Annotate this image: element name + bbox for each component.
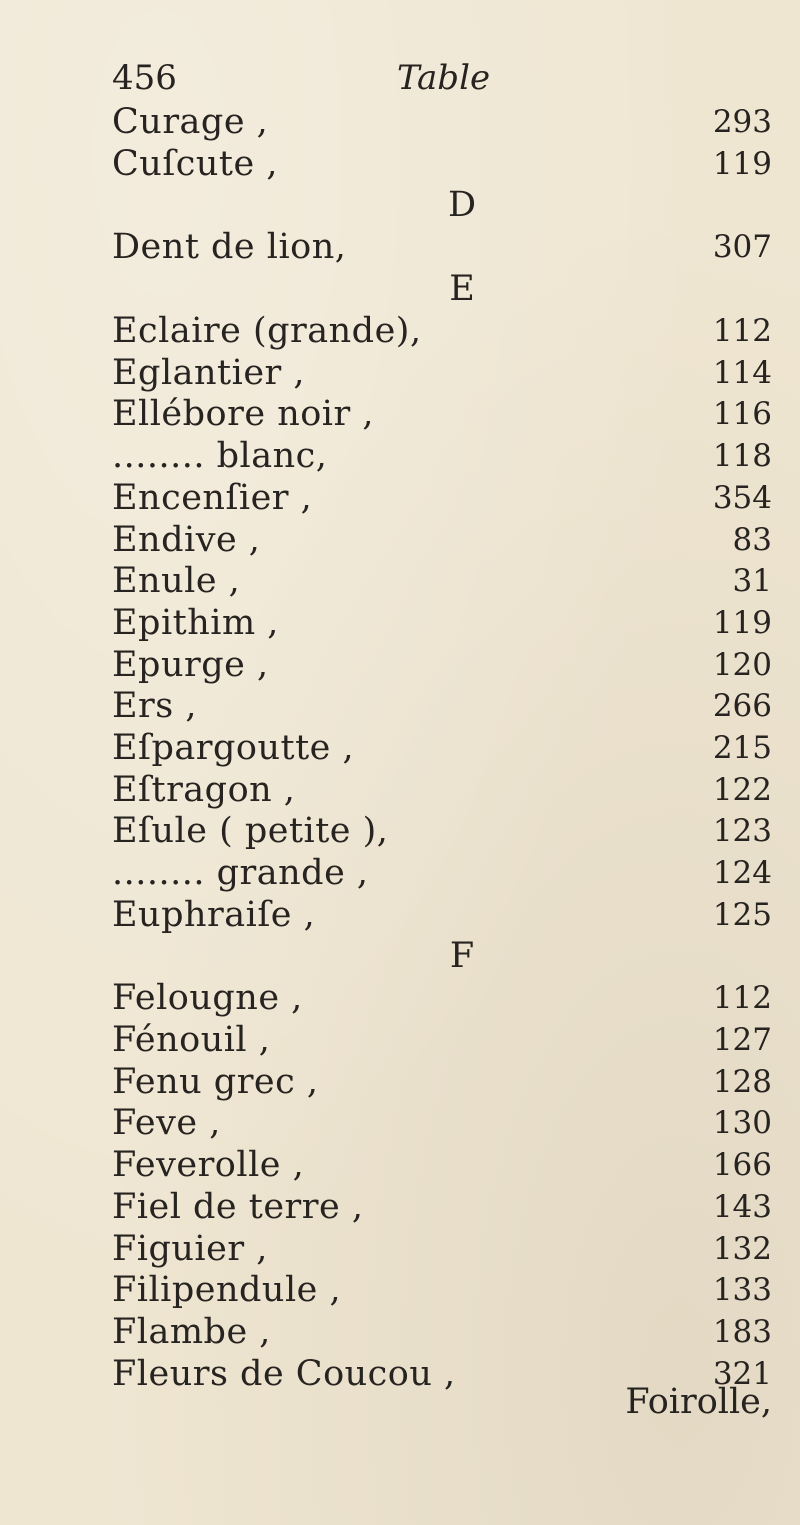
entry-page-number: 293 bbox=[712, 104, 772, 140]
entry-term: Fleurs de Coucou , bbox=[112, 1353, 456, 1394]
entry-page-number: 31 bbox=[732, 563, 772, 600]
entry-term: ........ grande , bbox=[112, 853, 369, 893]
entry-term: Enule , bbox=[112, 561, 241, 602]
index-entry bbox=[112, 1145, 772, 1187]
entry-page-number: 130 bbox=[712, 1105, 772, 1142]
index-entry bbox=[112, 311, 772, 353]
index-entry bbox=[112, 1103, 772, 1145]
entry-term: Ellébore noir , bbox=[112, 394, 374, 435]
index-entry bbox=[112, 1312, 772, 1354]
entry-term: Feve , bbox=[112, 1103, 221, 1144]
entry-term: Feverolle , bbox=[112, 1145, 305, 1186]
entry-page-number: 133 bbox=[712, 1272, 772, 1309]
entry-page-number: 116 bbox=[712, 396, 772, 433]
entry-page-number: 307 bbox=[712, 229, 772, 266]
section-letter-row bbox=[112, 269, 772, 311]
entry-term: Euphraiſe , bbox=[112, 894, 316, 935]
index-entry bbox=[112, 1187, 772, 1229]
entry-page-number: 119 bbox=[712, 604, 772, 641]
index-entry bbox=[112, 1020, 772, 1062]
entry-term: Encenſier , bbox=[112, 477, 313, 518]
index-entry bbox=[112, 770, 772, 812]
entry-page-number: 143 bbox=[712, 1188, 772, 1225]
section-letter-row bbox=[112, 936, 772, 978]
entry-term: Curage , bbox=[112, 102, 269, 142]
section-letter-row bbox=[112, 185, 772, 227]
index-entry bbox=[112, 686, 772, 728]
entry-term: Fenu grec , bbox=[112, 1061, 319, 1102]
entry-term: Figuier , bbox=[112, 1228, 268, 1269]
running-title: Table bbox=[397, 58, 491, 98]
index-entry bbox=[112, 227, 772, 269]
index-entry bbox=[112, 645, 772, 687]
entry-term: ........ blanc, bbox=[112, 436, 328, 477]
entry-page-number: 321 bbox=[712, 1355, 772, 1392]
index-entry bbox=[112, 102, 772, 144]
entry-page-number: 122 bbox=[712, 771, 772, 808]
entry-page-number: 118 bbox=[712, 438, 772, 475]
index-entries bbox=[112, 102, 772, 1395]
entry-term: Dent de lion, bbox=[112, 227, 347, 268]
entry-page-number: 354 bbox=[712, 479, 772, 516]
entry-term: Eglantier , bbox=[112, 352, 306, 393]
entry-term: Eſpargoutte , bbox=[112, 727, 355, 768]
entry-page-number: 124 bbox=[712, 855, 772, 891]
section-letter: E bbox=[449, 269, 475, 310]
entry-term: Endive , bbox=[112, 519, 261, 560]
index-entry bbox=[112, 978, 772, 1020]
catchword: Foirolle, bbox=[625, 1382, 772, 1422]
entry-page-number: 112 bbox=[712, 313, 772, 350]
index-entry bbox=[112, 811, 772, 853]
index-entry bbox=[112, 853, 772, 895]
entry-term: Felougne , bbox=[112, 978, 303, 1019]
index-entry bbox=[112, 1270, 772, 1312]
index-entry bbox=[112, 353, 772, 395]
entry-page-number: 183 bbox=[712, 1313, 772, 1350]
page-number: 456 bbox=[112, 58, 177, 98]
index-entry bbox=[112, 520, 772, 562]
index-entry bbox=[112, 728, 772, 770]
index-entry bbox=[112, 1229, 772, 1271]
entry-term: Eſtragon , bbox=[112, 769, 296, 810]
entry-page-number: 266 bbox=[712, 688, 772, 725]
entry-page-number: 123 bbox=[712, 813, 772, 850]
entry-page-number: 132 bbox=[712, 1230, 772, 1267]
entry-term: Ers , bbox=[112, 686, 197, 727]
entry-page-number: 112 bbox=[712, 980, 772, 1017]
entry-term: Epurge , bbox=[112, 644, 269, 685]
index-entry bbox=[112, 436, 772, 478]
index-entry bbox=[112, 603, 772, 645]
entry-term: Cuſcute , bbox=[112, 143, 278, 184]
entry-term: Fiel de terre , bbox=[112, 1186, 364, 1227]
index-entry bbox=[112, 478, 772, 520]
entry-page-number: 166 bbox=[712, 1147, 772, 1184]
index-entry bbox=[112, 895, 772, 937]
entry-page-number: 128 bbox=[712, 1063, 772, 1100]
section-letter: D bbox=[447, 185, 477, 226]
entry-term: Filipendule , bbox=[112, 1270, 342, 1311]
entry-term: Flambe , bbox=[112, 1311, 271, 1352]
entry-page-number: 120 bbox=[712, 646, 772, 683]
index-entry bbox=[112, 144, 772, 186]
entry-page-number: 215 bbox=[712, 729, 772, 766]
entry-page-number: 83 bbox=[732, 521, 772, 558]
entry-page-number: 127 bbox=[712, 1022, 772, 1059]
entry-term: Eclaire (grande), bbox=[112, 311, 422, 352]
section-letter: F bbox=[449, 936, 475, 977]
entry-page-number: 114 bbox=[712, 354, 772, 391]
entry-page-number: 119 bbox=[712, 145, 772, 182]
entry-term: Eſule ( petite ), bbox=[112, 811, 389, 852]
index-entry bbox=[112, 561, 772, 603]
entry-term: Fénouil , bbox=[112, 1020, 271, 1061]
index-entry bbox=[112, 394, 772, 436]
index-entry bbox=[112, 1062, 772, 1104]
entry-page-number: 125 bbox=[712, 896, 772, 933]
page-header bbox=[112, 58, 672, 108]
entry-term: Epithim , bbox=[112, 602, 279, 643]
